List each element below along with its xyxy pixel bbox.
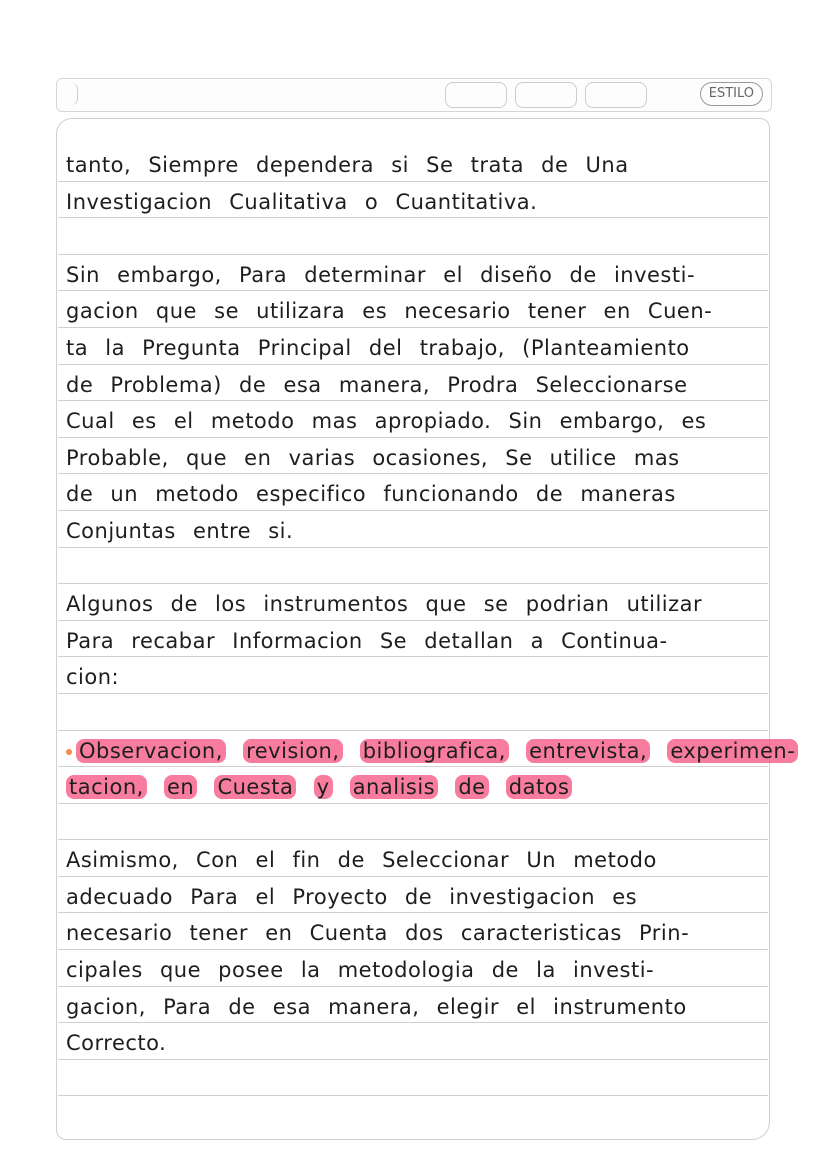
highlighted-word: datos — [506, 775, 573, 799]
text-line: de Problema) de esa manera, Prodra Seleccionarse — [58, 365, 768, 402]
text-line: Sin embargo, Para determinar el diseño de investi- — [58, 255, 768, 292]
bullet-icon — [66, 749, 72, 755]
notebook-header-bar — [56, 78, 772, 112]
text-line: Conjuntas entre si. — [58, 511, 768, 548]
blank-line — [58, 694, 768, 731]
highlighted-word: entrevista, — [526, 739, 650, 763]
text-line: de un metodo especifico funcionando de maneras — [58, 474, 768, 511]
text-line: Cual es el metodo mas apropiado. Sin embargo, es — [58, 401, 768, 438]
highlighted-line — [58, 731, 796, 768]
highlighted-word: revision, — [243, 739, 342, 763]
blank-line — [58, 218, 768, 255]
highlighted-word: bibliografica, — [360, 739, 509, 763]
text-line: cipales que posee la metodologia de la investi- — [58, 950, 768, 987]
highlighted-word: en — [164, 775, 197, 799]
handwritten-text — [58, 145, 796, 1096]
text-line: Algunos de los instrumentos que se podrian utilizar — [58, 584, 768, 621]
highlighted-word: Cuesta — [214, 775, 296, 799]
blank-line — [58, 804, 768, 841]
blank-line — [58, 548, 768, 585]
style-label: ESTILO — [700, 82, 763, 106]
highlighted-word: y — [314, 775, 333, 799]
header-field — [515, 82, 577, 108]
text-line: tanto, Siempre dependera si Se trata de Una — [58, 145, 768, 182]
text-line: gacion que se utilizara es necesario tener en Cuen- — [58, 291, 768, 328]
highlighted-word: experimen- — [667, 739, 798, 763]
text-line: Asimismo, Con el fin de Seleccionar Un metodo — [58, 840, 768, 877]
header-field — [57, 82, 78, 106]
text-line: adecuado Para el Proyecto de investigacion es — [58, 877, 768, 914]
highlighted-line — [58, 767, 768, 804]
highlighted-word: de — [455, 775, 488, 799]
highlighted-word: analisis — [350, 775, 438, 799]
blank-line — [58, 1060, 768, 1097]
text-line: necesario tener en Cuenta dos caracteristicas Prin- — [58, 913, 768, 950]
text-line: cion: — [58, 657, 768, 694]
header-field — [445, 82, 507, 108]
text-line: ta la Pregunta Principal del trabajo, (Planteamiento — [58, 328, 768, 365]
text-line: Investigacion Cualitativa o Cuantitativa. — [58, 182, 768, 219]
text-line: Correcto. — [58, 1023, 768, 1060]
text-line: Para recabar Informacion Se detallan a Continua- — [58, 621, 768, 658]
text-line: gacion, Para de esa manera, elegir el instrumento — [58, 987, 768, 1024]
header-field — [585, 82, 647, 108]
highlighted-word: Observacion, — [76, 739, 226, 763]
highlighted-word: tacion, — [66, 775, 147, 799]
text-line: Probable, que en varias ocasiones, Se utilice mas — [58, 438, 768, 475]
